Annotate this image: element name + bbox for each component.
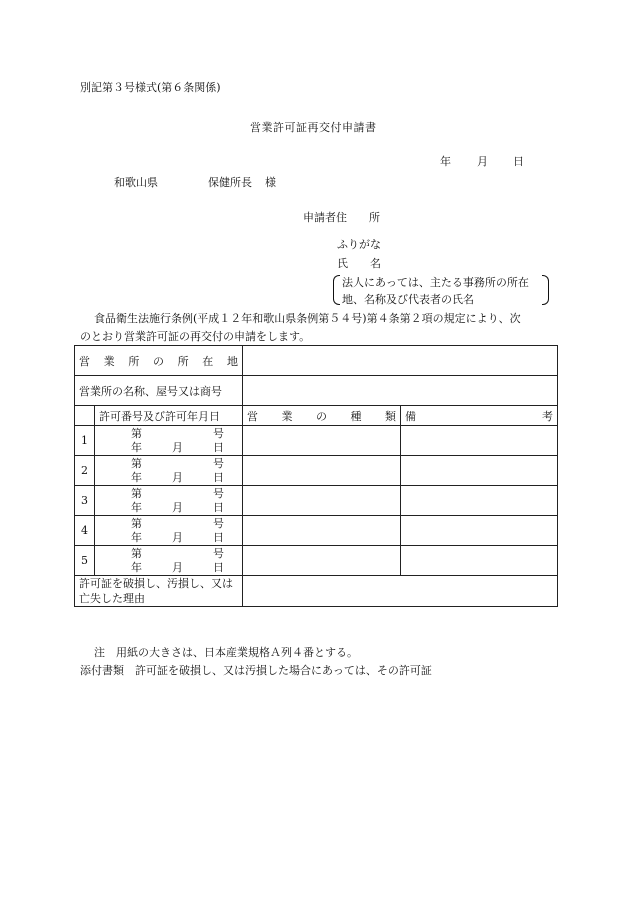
applicant-address-label: 申請者住 所 [303,211,380,224]
application-table [74,345,558,607]
table-row [75,426,558,456]
permit-number-date[interactable]: 第 号 年 月 日 [95,546,243,576]
corp-note-bracket-right [542,275,549,305]
note-paper-size: 注 用紙の大きさは、日本産業規格Ａ列４番とする。 [94,646,358,659]
date-day-label: 日 [513,155,524,168]
location-input[interactable] [243,346,558,376]
table-row [75,456,558,486]
document-title: 営業許可証再交付申請書 [250,121,377,134]
business-name-input[interactable] [243,376,558,406]
corp-note-line-1: 法人にあっては、主たる事務所の所在 [342,276,529,289]
applicant-furigana-label: ふりがな [337,238,381,251]
header-blank [75,406,95,426]
permit-number-date[interactable]: 第 号 年 月 日 [95,486,243,516]
business-name-label: 営業所の名称、屋号又は商号 [75,376,243,406]
business-type-input[interactable] [243,516,401,546]
business-name-row [75,376,558,406]
row-number: 1 [75,426,95,456]
corp-note-line-2: 地、名称及び代表者の氏名 [342,293,474,306]
table-row [75,516,558,546]
remarks-input[interactable] [401,516,558,546]
remarks-input[interactable] [401,546,558,576]
permit-number-date[interactable]: 第 号 年 月 日 [95,426,243,456]
table-header-row [75,406,558,426]
reason-label: 許可証を破損し、汚損し、又は 亡失した理由 [75,576,243,607]
date-month-label: 月 [477,155,488,168]
business-type-input[interactable] [243,486,401,516]
permit-number-date[interactable]: 第 号 年 月 日 [95,456,243,486]
reason-row [75,576,558,607]
row-number: 2 [75,456,95,486]
row-number: 4 [75,516,95,546]
business-type-input[interactable] [243,456,401,486]
corp-note-bracket-left [333,275,340,305]
permit-number-date[interactable]: 第 号 年 月 日 [95,516,243,546]
body-text-line-2: のとおり営業許可証の再交付の申請をします。 [80,330,311,343]
header-business-type: 営 業 の 種 類 [243,406,401,426]
remarks-input[interactable] [401,426,558,456]
addressee-honorific: 様 [265,176,276,189]
location-label: 営 業 所 の 所 在 地 [79,354,238,368]
row-number: 3 [75,486,95,516]
form-label: 別記第３号様式(第６条関係) [80,81,221,94]
addressee-prefecture: 和歌山県 [114,176,158,189]
reason-input[interactable] [243,576,558,607]
applicant-name-label: 氏 名 [337,257,381,270]
body-text-line-1: 食品衛生法施行条例(平成１２年和歌山県条例第５４号)第４条第２項の規定により、次 [94,312,521,325]
header-permit: 許可番号及び許可年月日 [95,406,243,426]
remarks-input[interactable] [401,456,558,486]
table-row [75,546,558,576]
business-type-input[interactable] [243,426,401,456]
addressee-office: 保健所長 [208,176,252,189]
location-row [75,346,558,376]
table-row [75,486,558,516]
note-attachments: 添付書類 許可証を破損し、又は汚損した場合にあっては、その許可証 [80,664,432,677]
header-remarks: 備 考 [401,406,558,426]
date-year-label: 年 [440,155,451,168]
row-number: 5 [75,546,95,576]
location-label-cell [75,346,243,376]
business-type-input[interactable] [243,546,401,576]
remarks-input[interactable] [401,486,558,516]
